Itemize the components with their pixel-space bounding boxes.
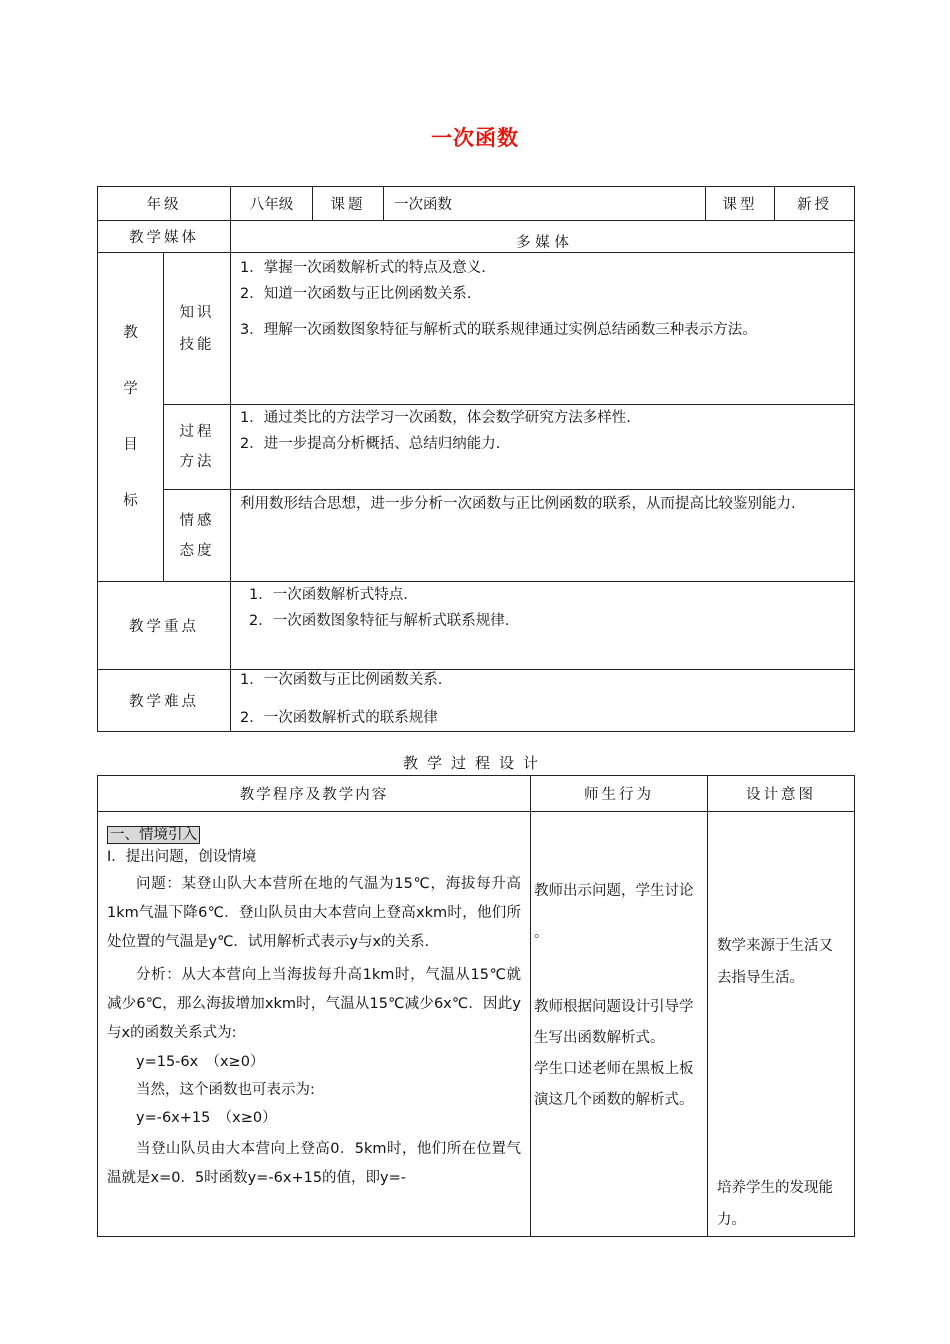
content-paragraph: 当登山队员由大本营向上登高0．5km时，他们所在位置气温就是x=0．5时函数y=-6x+15的值，即y=- <box>107 1141 521 1186</box>
key-points-label: 教学重点 <box>98 582 231 670</box>
goals-label-char: 学 <box>123 381 138 397</box>
key-point-item: 2．一次函数图象特征与解析式联系规律. <box>249 613 510 629</box>
difficulty-item: 2．一次函数解析式的联系规律 <box>240 710 438 726</box>
media-value: 多 媒 体 <box>231 221 855 253</box>
formula-line: y=15-6x （x≥0） <box>136 1054 265 1070</box>
process-goals <box>231 405 855 490</box>
actions-cell <box>531 812 708 1237</box>
type-value: 新授 <box>775 187 855 221</box>
goals-label-char: 目 <box>123 437 138 453</box>
action-text: 学生口述老师在黑板上板演这几个函数的解析式。 <box>534 1061 694 1108</box>
grade-value: 八年级 <box>231 187 313 221</box>
goals-label-char: 教 <box>123 325 138 341</box>
content-line: 当然，这个函数也可表示为: <box>136 1082 315 1098</box>
action-text: 。 <box>534 925 549 941</box>
header-actions: 师生行为 <box>531 776 708 812</box>
grade-label: 年级 <box>98 187 231 221</box>
process-label-line: 过程 <box>179 424 215 440</box>
lesson-info-table <box>97 186 855 732</box>
process-design-table <box>97 775 855 1237</box>
topic-label: 课题 <box>313 187 384 221</box>
knowledge-label <box>164 253 231 405</box>
knowledge-goals <box>231 253 855 405</box>
media-label: 教学媒体 <box>98 221 231 253</box>
action-text: 教师出示问题，学生讨论 <box>534 883 694 899</box>
action-text: 教师根据问题设计引导学生写出函数解析式。 <box>534 999 694 1046</box>
key-points <box>231 582 855 670</box>
knowledge-item: 1．掌握一次函数解析式的特点及意义. <box>240 260 486 276</box>
content-line: Ⅰ．提出问题，创设情境 <box>107 849 257 865</box>
goals-label-char: 标 <box>123 493 138 509</box>
process-section-title: 教学过程设计 <box>402 754 547 772</box>
page-title: 一次函数 <box>431 126 519 150</box>
process-label-line: 方法 <box>179 454 215 470</box>
content-paragraph: 问题：某登山队大本营所在地的气温为15℃，海拔每升高1km气温下降6℃．登山队员由大本营向上登高xkm时，他们所处位置的气温是y℃．试用解析式表示y与x的关系. <box>107 876 521 950</box>
header-content: 教学程序及教学内容 <box>98 776 531 812</box>
attitude-label-line: 态度 <box>179 542 215 559</box>
content-paragraph: 分析：从大本营向上当海拔每升高1km时，气温从15℃就减少6℃，那么海拔增加xkm时，气温从15℃减少6x℃．因此y与x的函数关系式为: <box>107 967 521 1041</box>
header-intent: 设计意图 <box>708 776 855 812</box>
knowledge-label-line: 知识 <box>179 304 215 321</box>
type-label: 课型 <box>706 187 775 221</box>
knowledge-item: 3．理解一次函数图象特征与解析式的联系规律通过实例总结函数三种表示方法。 <box>240 322 757 338</box>
section-heading: 一、情境引入 <box>107 826 200 844</box>
process-item: 2．进一步提高分析概括、总结归纳能力. <box>240 436 501 452</box>
attitude-goals: 利用数形结合思想，进一步分析一次函数与正比例函数的联系，从而提高比较鉴别能力. <box>231 490 855 582</box>
attitude-label-line: 情感 <box>179 512 215 529</box>
knowledge-item: 2．知道一次函数与正比例函数关系. <box>240 286 472 302</box>
difficulty-item: 1．一次函数与正比例函数关系. <box>240 672 443 688</box>
goals-label <box>98 253 164 582</box>
intent-cell <box>708 812 855 1237</box>
difficulties-label: 教学难点 <box>98 670 231 732</box>
attitude-label <box>164 490 231 582</box>
formula-line: y=-6x+15 （x≥0） <box>136 1110 277 1126</box>
process-item: 1．通过类比的方法学习一次函数，体会数学研究方法多样性. <box>240 410 631 426</box>
intent-text: 数学来源于生活又去指导生活。 <box>717 938 833 986</box>
intent-text: 培养学生的发现能力。 <box>717 1180 833 1228</box>
topic-value: 一次函数 <box>384 187 706 221</box>
knowledge-label-line: 技能 <box>179 336 215 353</box>
content-cell <box>98 812 531 1237</box>
key-point-item: 1．一次函数解析式特点. <box>249 587 408 603</box>
difficulties <box>231 670 855 732</box>
process-label <box>164 405 231 490</box>
